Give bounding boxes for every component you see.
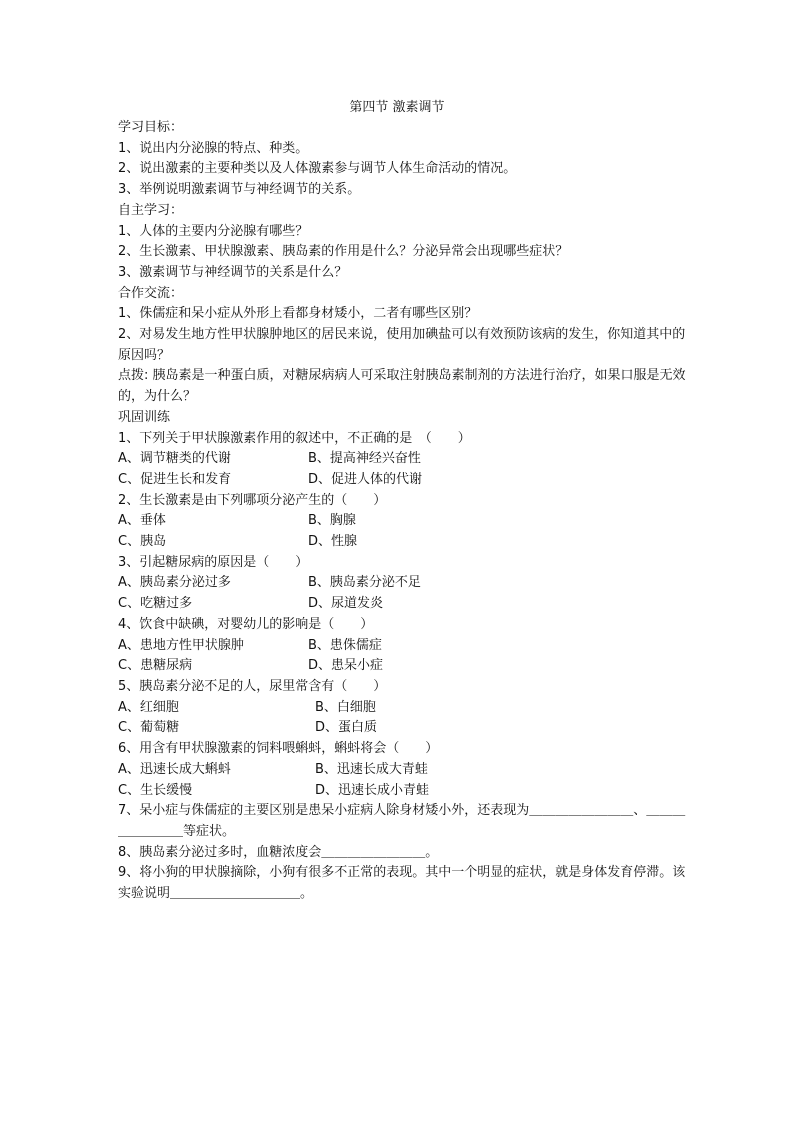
objectives-heading: 学习目标： <box>118 120 184 135</box>
option: A、红细胞 <box>118 699 179 715</box>
option: C、患糖尿病 <box>118 658 193 674</box>
option-row <box>118 470 686 491</box>
self-study-item: 2、生长激素、甲状腺激素、胰岛素的作用是什么？分泌异常会出现哪些症状？ <box>118 244 569 260</box>
fill-in-question: 8、胰岛素分泌过多时，血糖浓度会＿＿＿＿＿＿＿＿。 <box>118 844 439 860</box>
question <box>118 677 686 739</box>
option-row <box>118 573 686 594</box>
option: C、生长缓慢 <box>118 782 193 798</box>
option-row <box>118 781 686 802</box>
option: A、调节糖类的代谢 <box>118 451 231 467</box>
option: A、胰岛素分泌过多 <box>118 575 231 591</box>
option-row <box>118 511 686 532</box>
option: B、提高神经兴奋性 <box>308 451 421 467</box>
option: A、垂体 <box>118 513 166 529</box>
objective-item: 2、说出激素的主要种类以及人体激素参与调节人体生命活动的情况。 <box>118 161 517 177</box>
question-stem: 4、饮食中缺碘，对婴幼儿的影响是（ ） <box>118 616 374 632</box>
option: C、促进生长和发育 <box>118 471 232 487</box>
option-row <box>118 656 686 677</box>
fill-in-question: 7、呆小症与侏儒症的主要区别是患呆小症病人除身材矮小外，还表现为＿＿＿＿＿＿＿＿、＿＿＿＿＿＿＿＿等症状。 <box>118 803 686 839</box>
option: A、迅速长成大蝌蚪 <box>118 761 231 777</box>
hint-paragraph: 点拨: 胰岛素是一种蛋白质，对糖尿病病人可采取注射胰岛素制剂的方法进行治疗，如果口服是无效的，为什么？ <box>118 368 686 405</box>
option-row <box>118 718 686 739</box>
cooperation-item: 1、侏儒症和呆小症从外形上看都身材矮小，二者有哪些区别？ <box>118 306 478 322</box>
question-stem: 2、生长激素是由下列哪项分泌产生的（ ） <box>118 492 387 508</box>
option: D、性腺 <box>308 534 358 550</box>
option-row <box>118 594 686 615</box>
option: C、吃糖过多 <box>118 596 193 612</box>
question <box>118 553 686 615</box>
objective-item: 1、说出内分泌腺的特点、种类。 <box>118 140 309 156</box>
option: D、迅速长成小青蛙 <box>315 782 430 798</box>
question <box>118 739 686 801</box>
cooperation-item: 2、对易发生地方性甲状腺肿地区的居民来说，使用加碘盐可以有效预防该病的发生，你知道其中的原因吗？ <box>118 327 686 363</box>
option: D、蛋白质 <box>315 720 378 736</box>
self-study-heading: 自主学习： <box>118 202 184 218</box>
question-stem: 1、下列关于甲状腺激素作用的叙述中，不正确的是 （ ） <box>118 430 471 446</box>
option: B、白细胞 <box>315 699 376 715</box>
option: B、胸腺 <box>308 513 356 529</box>
question <box>118 429 686 491</box>
page-title: 第四节 激素调节 <box>349 100 445 115</box>
option-row <box>118 449 686 470</box>
option-row <box>118 760 686 781</box>
fill-in-question: 9、将小狗的甲状腺摘除，小狗有很多不正常的表现。其中一个明显的症状，就是身体发育停滞。该实验说明＿＿＿＿＿＿＿＿＿＿。 <box>118 865 686 902</box>
self-study-item: 1、人体的主要内分泌腺有哪些？ <box>118 223 309 239</box>
option-row <box>118 636 686 657</box>
question <box>118 491 686 553</box>
option: A、患地方性甲状腺肿 <box>118 637 244 653</box>
option: C、胰岛 <box>118 534 167 550</box>
objective-item: 3、举例说明激素调节与神经调节的关系。 <box>118 182 361 198</box>
option: D、患呆小症 <box>308 658 384 674</box>
option: D、尿道发炎 <box>308 596 384 612</box>
option: B、胰岛素分泌不足 <box>308 575 421 591</box>
option: B、迅速长成大青蛙 <box>315 761 428 777</box>
question-stem: 6、用含有甲状腺激素的饲料喂蝌蚪，蝌蚪将会（ ） <box>118 741 439 757</box>
cooperation-heading: 合作交流： <box>118 285 184 301</box>
document-body <box>118 118 686 905</box>
self-study-item: 3、激素调节与神经调节的关系是什么？ <box>118 264 348 280</box>
question-stem: 3、引起糖尿病的原因是（ ） <box>118 554 309 570</box>
option: B、患侏儒症 <box>308 637 382 653</box>
question <box>118 615 686 677</box>
option: D、促进人体的代谢 <box>308 471 423 487</box>
option-row <box>118 532 686 553</box>
question-stem: 5、胰岛素分泌不足的人，尿里常含有（ ） <box>118 678 387 694</box>
option: C、葡萄糖 <box>118 720 180 736</box>
practice-heading: 巩固训练 <box>118 409 171 425</box>
option-row <box>118 698 686 719</box>
